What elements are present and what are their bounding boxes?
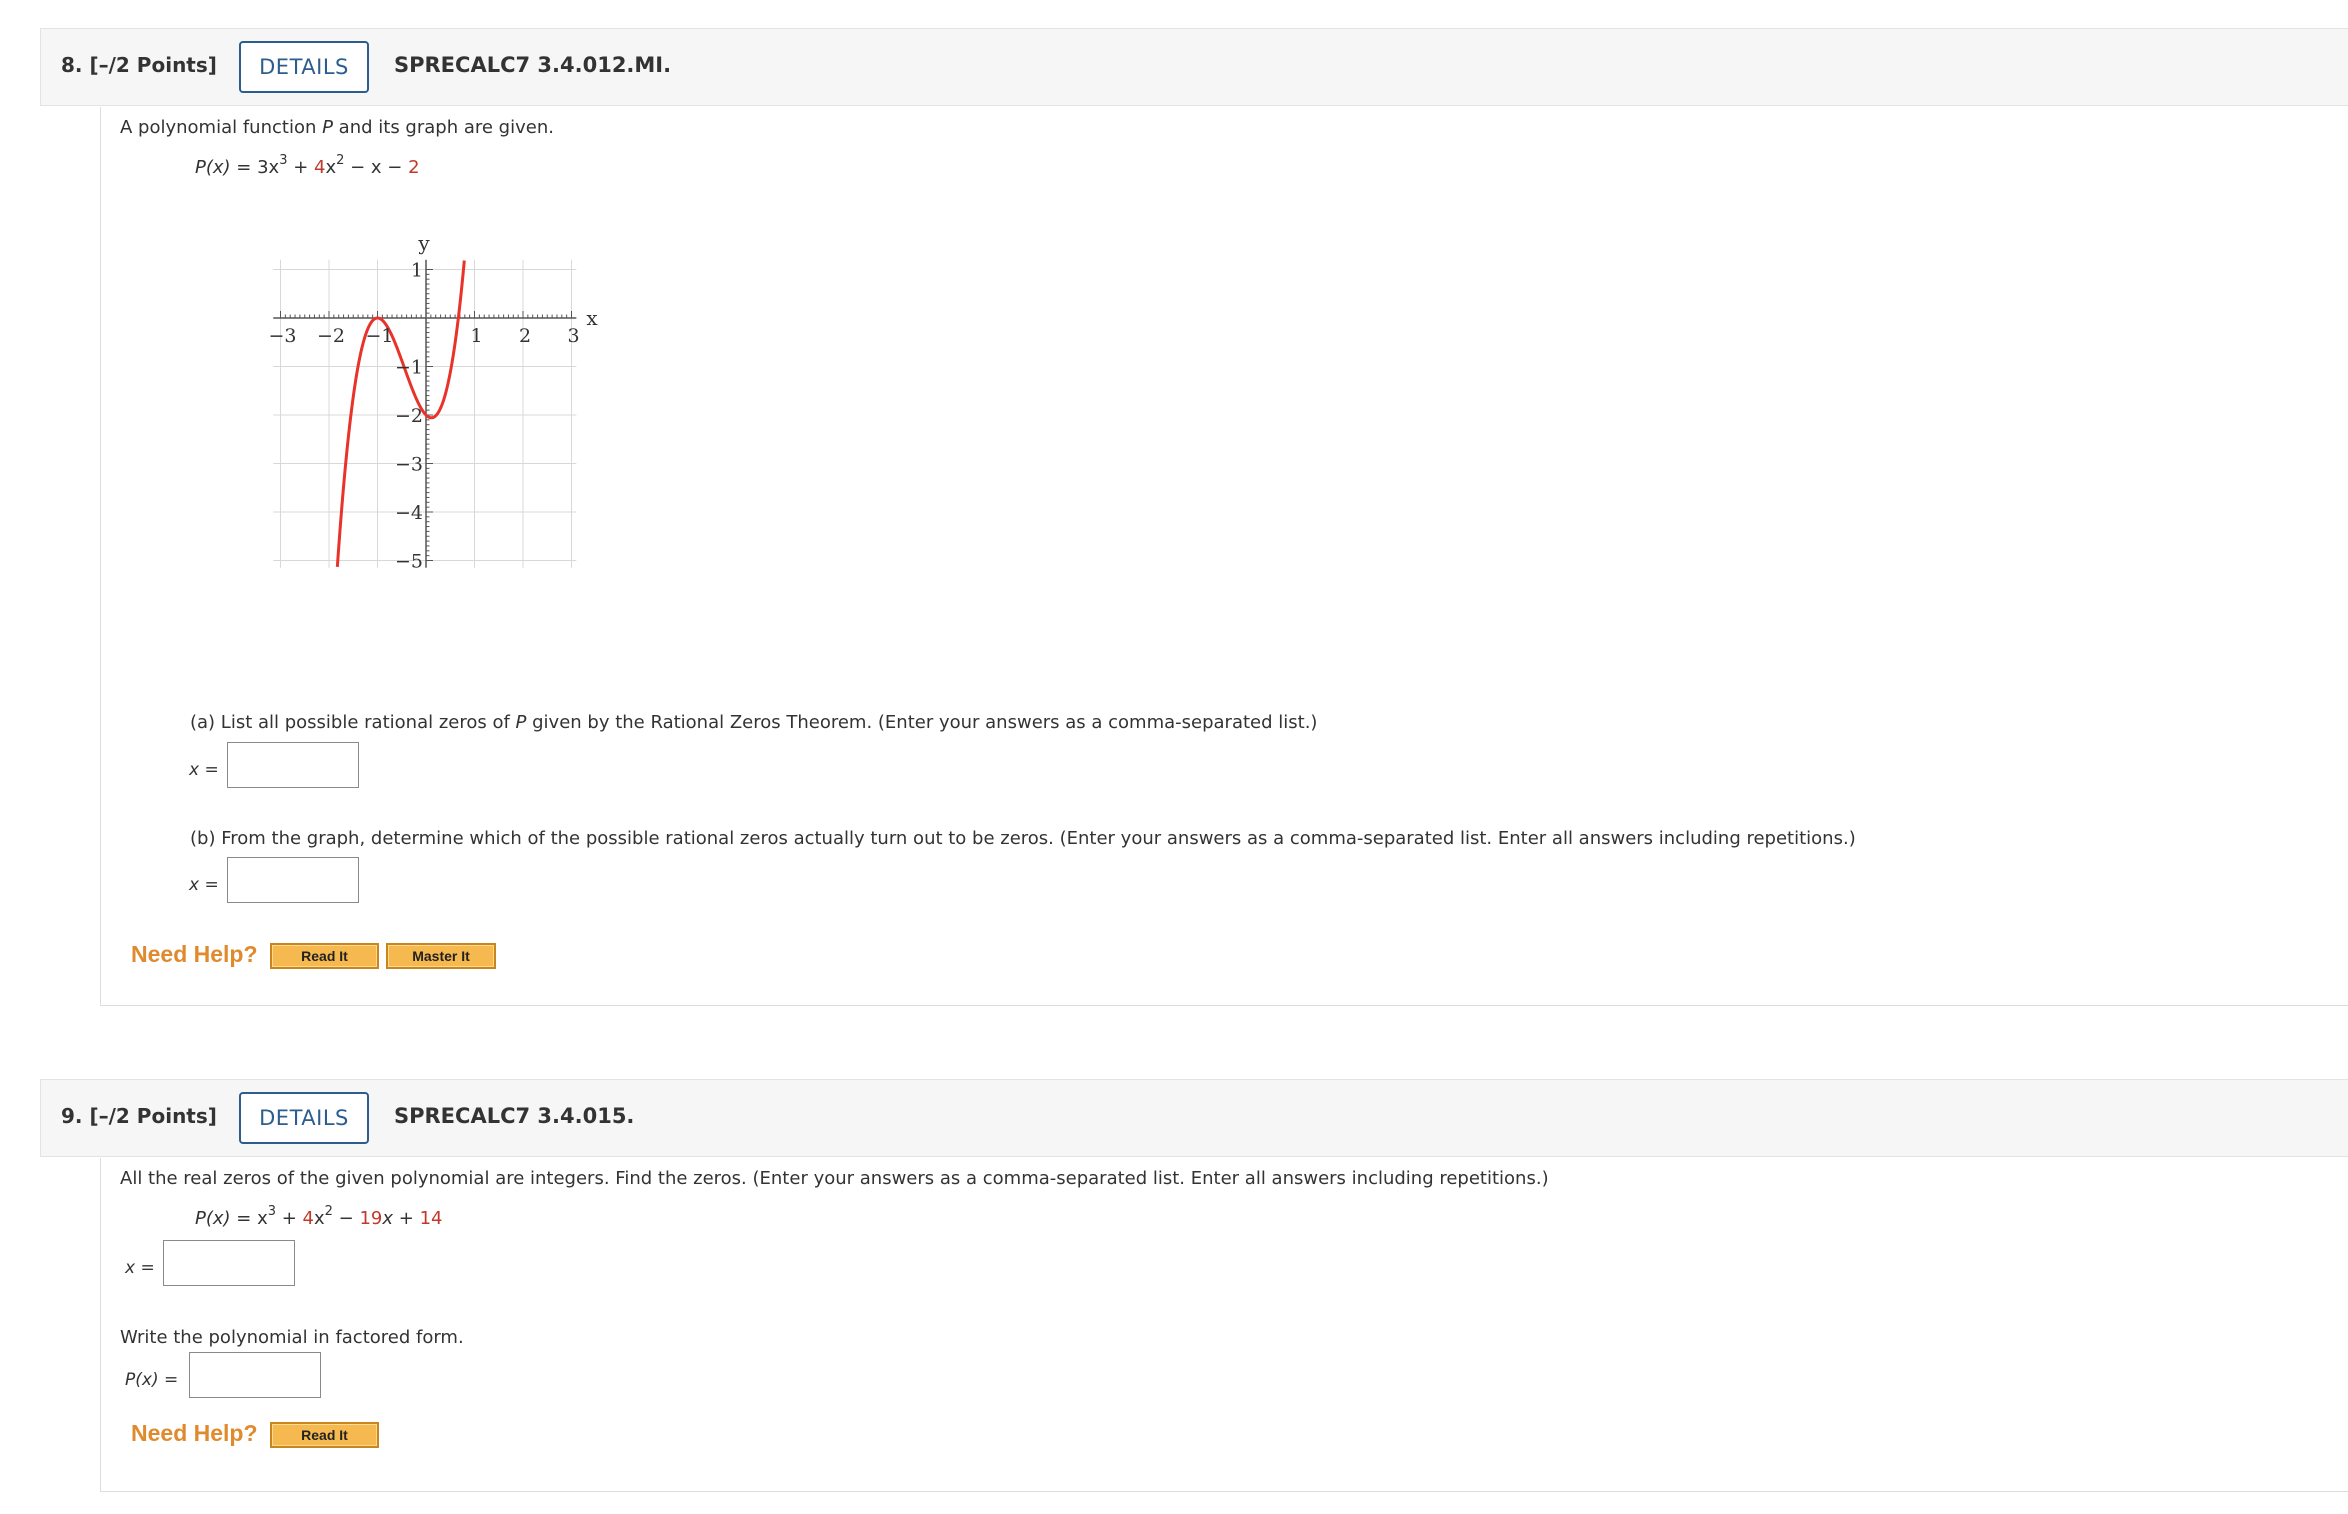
question-8-header — [40, 28, 2348, 106]
formula-exponent: 3 — [267, 1204, 277, 1219]
part-a-answer-input[interactable] — [227, 742, 359, 788]
zeros-answer-label: x = — [125, 1258, 155, 1278]
x-axis-label: x — [586, 306, 598, 330]
formula-operator: + — [393, 1208, 420, 1229]
zeros-answer-input[interactable] — [163, 1240, 295, 1286]
formula-constant: 2 — [408, 157, 420, 178]
formula-exponent: 3 — [279, 153, 288, 168]
part-a-text: (a) List all possible rational zeros of — [190, 712, 516, 733]
question-number: 8. — [61, 53, 83, 77]
graph-labels — [268, 231, 598, 573]
formula-operator: + — [287, 157, 314, 178]
intro-variable: P — [322, 117, 333, 138]
question-8-number — [61, 53, 217, 77]
polynomial-formula — [195, 1206, 442, 1229]
need-help-label: Need Help? — [131, 941, 258, 967]
x-tick-label: −3 — [268, 325, 297, 347]
read-it-button[interactable]: Read It — [270, 943, 379, 969]
formula-lhs: P(x) = — [195, 157, 258, 178]
question-code: SPRECALC7 3.4.015. — [394, 1104, 635, 1128]
x-tick-label: −1 — [365, 325, 394, 347]
factored-form-label: P(x) = — [125, 1370, 179, 1390]
y-tick-label: −3 — [394, 453, 423, 476]
x-tick-label: −2 — [316, 325, 346, 347]
y-axis-label: y — [418, 230, 430, 255]
formula-term: − x − — [344, 157, 409, 178]
details-button[interactable]: DETAILS — [239, 1092, 369, 1144]
question-8-body — [100, 107, 2348, 1006]
intro-text-end: and its graph are given. — [332, 117, 554, 138]
part-a-answer-label: x = — [189, 760, 219, 780]
formula-term: 3x — [257, 157, 280, 178]
read-it-button[interactable]: Read It — [270, 1422, 379, 1448]
y-tick-label: 1 — [410, 259, 423, 282]
formula-coefficient: 4 — [302, 1208, 314, 1229]
question-code: SPRECALC7 3.4.012.MI. — [394, 53, 672, 77]
part-a-text-end: given by the Rational Zeros Theorem. (Enter your answers as a comma-separated list.) — [526, 712, 1318, 733]
formula-term: x — [325, 157, 337, 178]
formula-exponent: 2 — [324, 1204, 333, 1219]
part-b-answer-input[interactable] — [227, 857, 359, 903]
formula-lhs: P(x) = — [195, 1208, 258, 1229]
formula-operator: + — [276, 1208, 303, 1229]
x-tick-label: 2 — [518, 325, 532, 347]
formula-operator: − — [332, 1208, 360, 1229]
question-number: 9. — [61, 1104, 83, 1128]
formula-term: x — [314, 1208, 325, 1229]
part-a-variable: P — [515, 712, 527, 733]
y-tick-label: −1 — [394, 356, 423, 379]
question-9-body — [100, 1158, 2348, 1492]
y-tick-label: −5 — [394, 550, 423, 573]
need-help-label: Need Help? — [131, 1420, 258, 1446]
part-b-prompt: (b) From the graph, determine which of the possible rational zeros actually turn out to be zeros. (Enter your answers as a comma-separated list. Enter all answers including repetitions.) — [190, 828, 1856, 849]
x-tick-label: 3 — [567, 325, 580, 347]
y-tick-label: −2 — [394, 405, 423, 427]
x-tick-label: 1 — [470, 325, 483, 347]
factored-form-input[interactable] — [189, 1352, 321, 1398]
question-intro — [120, 117, 554, 138]
question-points: [–/2 Points] — [89, 53, 217, 77]
master-it-button[interactable]: Master It — [386, 943, 496, 969]
formula-exponent: 2 — [336, 153, 345, 168]
details-button[interactable]: DETAILS — [239, 41, 369, 93]
formula-term: x — [382, 1208, 394, 1229]
part-b-answer-label: x = — [189, 875, 219, 895]
y-tick-label: −4 — [394, 502, 423, 524]
factored-form-prompt: Write the polynomial in factored form. — [120, 1327, 464, 1348]
question-intro: All the real zeros of the given polynomial are integers. Find the zeros. (Enter your answers as a comma-separated list. Enter all answers including repetitions.) — [120, 1168, 1549, 1189]
formula-term: x — [257, 1208, 268, 1229]
intro-text: A polynomial function — [120, 117, 323, 138]
formula-constant: 14 — [419, 1208, 443, 1229]
formula-coefficient: 19 — [359, 1208, 383, 1229]
polynomial-formula — [195, 155, 420, 178]
formula-coefficient: 4 — [314, 157, 326, 178]
part-a-prompt — [190, 712, 1317, 733]
question-9-header — [40, 1079, 2348, 1157]
question-points: [–/2 Points] — [89, 1104, 217, 1128]
question-9-number — [61, 1104, 217, 1128]
polynomial-graph — [251, 198, 851, 798]
